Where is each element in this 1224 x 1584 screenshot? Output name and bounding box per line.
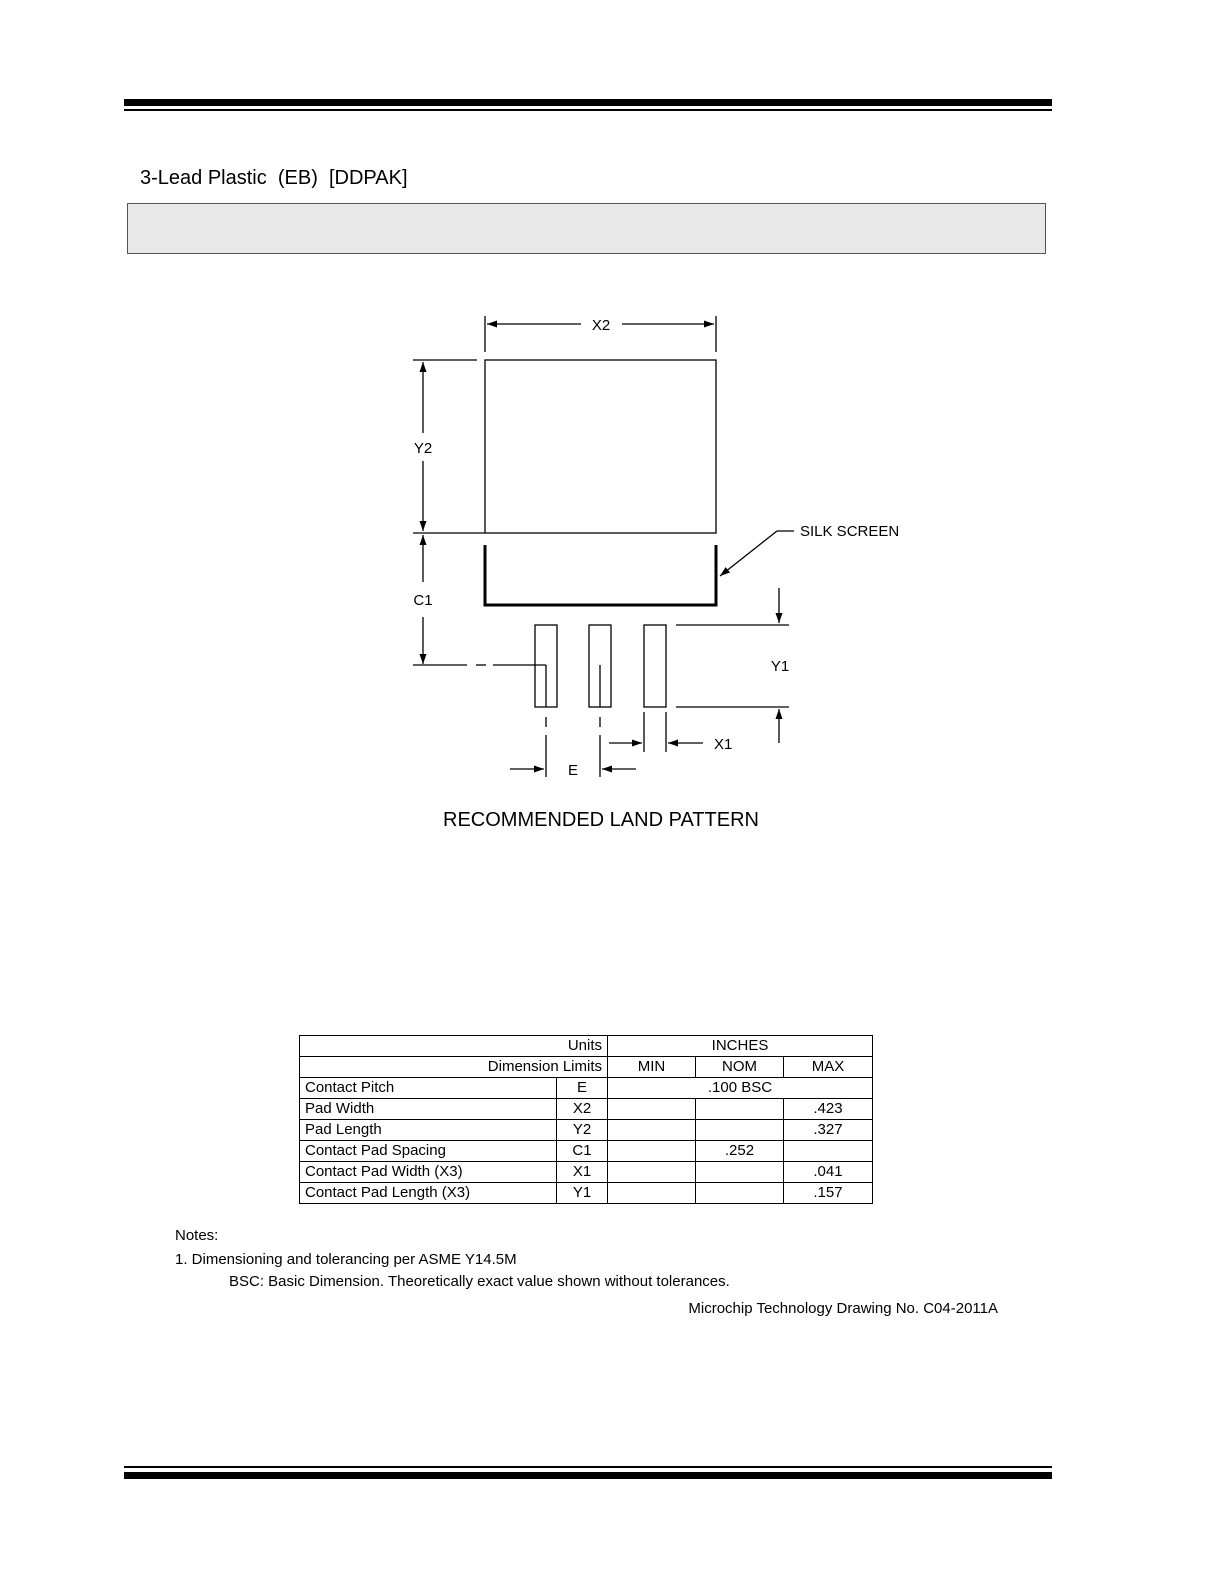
row-name: Contact Pad Length (X3) [300,1183,557,1204]
row-min [608,1099,696,1120]
row-nom [696,1099,784,1120]
row-nom [696,1162,784,1183]
row-symbol: C1 [557,1141,608,1162]
table-row [300,1162,873,1183]
row-symbol: Y1 [557,1183,608,1204]
row-min [608,1141,696,1162]
units-label: Units [300,1036,608,1057]
row-min [608,1120,696,1141]
row-max: .041 [784,1162,873,1183]
row-name: Contact Pad Width (X3) [300,1162,557,1183]
row-max: .157 [784,1183,873,1204]
label-silk-screen: SILK SCREEN [800,523,900,540]
table-row [300,1141,873,1162]
contact-pad-3 [644,625,666,707]
table-row [300,1183,873,1204]
row-nom: .252 [696,1141,784,1162]
label-x1: X1 [714,736,733,753]
row-nom [696,1183,784,1204]
row-symbol: Y2 [557,1120,608,1141]
limits-label: Dimension Limits [300,1057,608,1078]
table-units-row [300,1036,873,1057]
bottom-rule-thick [124,1472,1052,1479]
row-max: .423 [784,1099,873,1120]
note-bsc: BSC: Basic Dimension. Theoretically exact value shown without tolerances. [229,1273,730,1290]
notes-heading: Notes: [175,1227,219,1244]
drawing-number: Microchip Technology Drawing No. C04-2011A [688,1300,998,1317]
row-nom [696,1120,784,1141]
column-max: MAX [784,1057,873,1078]
row-symbol: E [557,1078,608,1099]
row-symbol: X2 [557,1099,608,1120]
note-item-1: 1. Dimensioning and tolerancing per ASME Y14.5M [175,1251,517,1268]
dimension-table [299,1035,873,1204]
row-name: Contact Pad Spacing [300,1141,557,1162]
column-nom: NOM [696,1057,784,1078]
row-name: Pad Width [300,1099,557,1120]
label-x2: X2 [591,317,611,334]
table-row [300,1078,873,1099]
label-y1: Y1 [770,658,790,675]
row-name: Pad Length [300,1120,557,1141]
thermal-pad [485,360,716,533]
label-c1: C1 [413,592,433,609]
row-nom: .100 BSC [608,1078,873,1099]
row-symbol: X1 [557,1162,608,1183]
table-row [300,1120,873,1141]
row-name: Contact Pitch [300,1078,557,1099]
label-e: E [567,762,579,779]
bottom-rule-thin [124,1466,1052,1468]
column-min: MIN [608,1057,696,1078]
table-row [300,1099,873,1120]
drawing-caption: RECOMMENDED LAND PATTERN [443,809,759,831]
silk-screen-outline [485,545,716,605]
silk-leader-arrow [720,531,777,576]
row-max [784,1141,873,1162]
label-y2: Y2 [413,440,433,457]
row-min [608,1162,696,1183]
row-max: .327 [784,1120,873,1141]
row-min [608,1183,696,1204]
units-value: INCHES [608,1036,873,1057]
package-title: 3-Lead Plastic (EB) [DDPAK] [140,167,408,189]
table-header-row [300,1057,873,1078]
